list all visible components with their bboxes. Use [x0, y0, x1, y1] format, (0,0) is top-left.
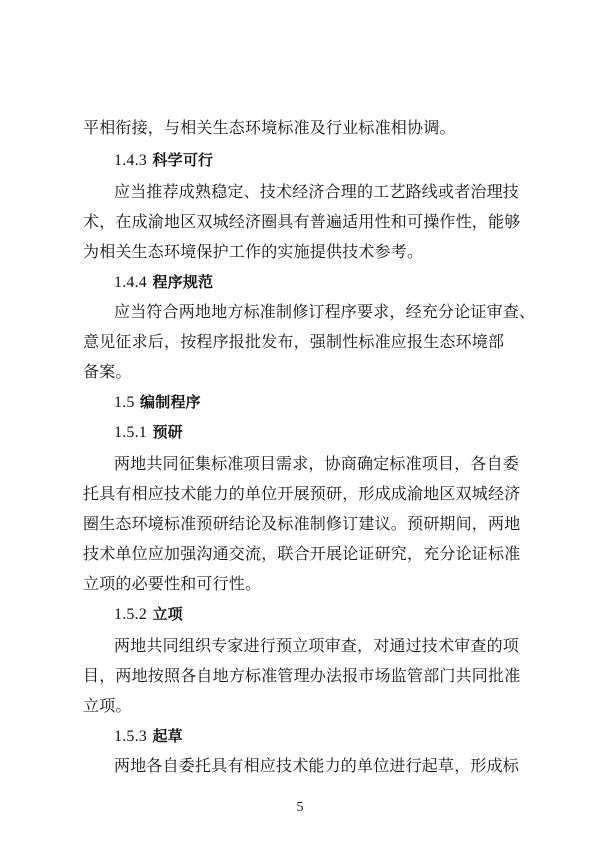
- paragraph-line: 圈生态环境标准预研结论及标准制修订建议。预研期间，两地: [83, 514, 521, 533]
- paragraph-line: 术，在成渝地区双城经济圈具有普遍适用性和可操作性，能够: [83, 212, 521, 231]
- paragraph-line: 立项的必要性和可行性。: [83, 574, 262, 593]
- paragraph-line: 平相衔接，与相关生态环境标准及行业标准相协调。: [83, 118, 456, 137]
- paragraph-line: 目，两地按照各自地方标准管理办法报市场监管部门共同批准: [83, 666, 521, 685]
- paragraph-line: 两地共同征集标准项目需求，协商确定标准项目，各自委: [114, 454, 520, 473]
- section-number: 1.4.4: [114, 274, 147, 291]
- section-heading-1-4-4: [114, 272, 213, 293]
- paragraph-line: 应当符合两地地方标准制修订程序要求，经充分论证审查、: [114, 302, 536, 321]
- section-number: 1.4.3: [114, 152, 147, 169]
- paragraph-line: 两地共同组织专家进行预立项审查，对通过技术审查的项: [114, 636, 520, 655]
- paragraph-line: 托具有相应技术能力的单位开展预研，形成成渝地区双城经济: [83, 484, 521, 503]
- section-title: 立项: [152, 605, 183, 623]
- section-heading-1-5-1: [114, 422, 183, 443]
- paragraph-line: 技术单位应加强沟通交流，联合开展论证研究，充分论证标准: [83, 544, 521, 563]
- paragraph-line: 为相关生态环境保护工作的实施提供技术参考。: [83, 242, 424, 261]
- section-number: 1.5.3: [114, 728, 147, 745]
- paragraph-line: 两地各自委托具有相应技术能力的单位进行起草，形成标: [114, 756, 520, 775]
- section-title: 预研: [152, 423, 183, 441]
- section-heading-1-4-3: [114, 150, 213, 171]
- section-number: 1.5.2: [114, 606, 147, 623]
- section-heading-1-5-2: [114, 604, 183, 625]
- paragraph-line: 意见征求后，按程序报批发布，强制性标准应报生态环境部: [83, 332, 505, 351]
- section-title: 程序规范: [152, 273, 214, 291]
- paragraph-line: 立项。: [83, 696, 132, 715]
- section-number: 1.5: [114, 394, 135, 411]
- section-heading-1-5: [114, 392, 201, 413]
- paragraph-line: 备案。: [83, 362, 132, 381]
- section-number: 1.5.1: [114, 424, 147, 441]
- page-number: 5: [296, 800, 304, 815]
- section-title: 科学可行: [152, 151, 214, 169]
- paragraph-line: 应当推荐成熟稳定、技术经济合理的工艺路线或者治理技: [114, 182, 520, 201]
- section-title: 编制程序: [140, 393, 201, 411]
- section-title: 起草: [152, 727, 183, 745]
- section-heading-1-5-3: [114, 726, 183, 747]
